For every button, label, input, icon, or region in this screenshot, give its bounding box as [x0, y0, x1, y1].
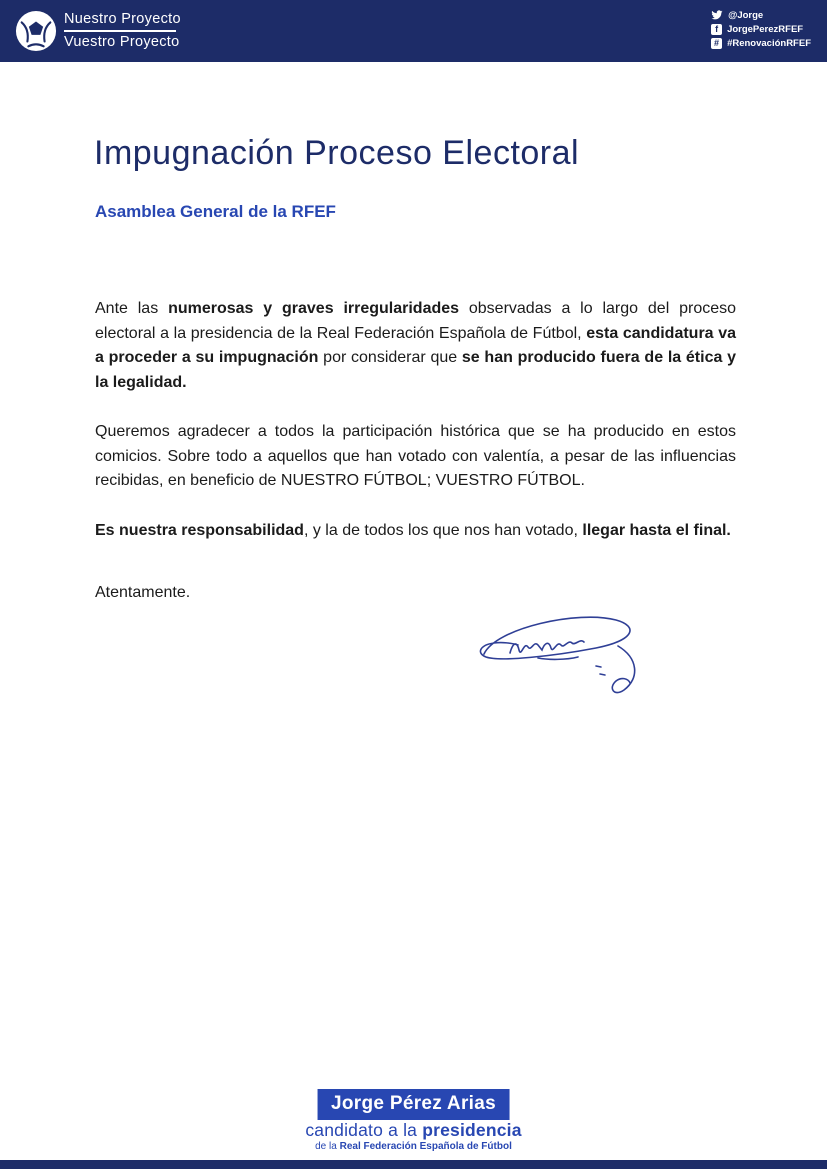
twitter-handle-link[interactable]	[711, 9, 763, 21]
facebook-handle-label: JorgePerezRFEF	[727, 24, 804, 35]
page-title: Impugnación Proceso Electoral	[94, 134, 580, 172]
org-prefix: de la	[315, 1141, 340, 1152]
paragraph-segment: por considerar que	[318, 349, 462, 366]
candidate-tagline	[0, 1120, 827, 1141]
letter-body	[95, 297, 736, 568]
org-name: Real Federación Española de Fútbol	[339, 1141, 512, 1152]
brand-block	[64, 11, 181, 51]
paragraph-segment: Ante las	[95, 300, 169, 317]
paragraph-bold-segment: Es nuestra responsabilidad	[95, 521, 304, 539]
candidate-name-badge: Jorge Pérez Arias	[317, 1089, 510, 1120]
twitter-icon	[711, 9, 723, 21]
paragraph	[95, 420, 736, 494]
closing-text: Atentamente.	[95, 584, 191, 601]
handwritten-signature	[468, 608, 653, 713]
brand-divider	[64, 30, 176, 32]
federation-line	[0, 1141, 827, 1152]
paragraph-segment: , y la de todos los que nos han votado,	[303, 521, 583, 539]
soccer-ball-icon	[15, 10, 57, 52]
paragraph-segment: observadas a lo largo del proceso electoral a la presidencia de la Real Federación Española de Fútbol,	[95, 300, 737, 342]
twitter-handle-label: @Jorge	[728, 9, 764, 21]
paragraph	[95, 297, 736, 395]
tagline-normal: candidato a la	[305, 1120, 423, 1140]
hashtag-label: #RenovaciónRFEF	[727, 38, 811, 49]
paragraph-bold-segment: esta candidatura va a proceder a su impugnación	[95, 324, 737, 366]
page-subtitle: Asamblea General de la RFEF	[95, 202, 336, 221]
hashtag-icon: #	[711, 38, 722, 49]
paragraph-bold-segment: llegar hasta el final.	[582, 521, 731, 539]
brand-line-2: Vuestro Proyecto	[64, 34, 180, 50]
campaign-ball-logo	[15, 10, 57, 52]
tagline-bold: presidencia	[422, 1120, 522, 1140]
header-bar	[0, 0, 827, 62]
hashtag-link[interactable]	[711, 38, 811, 49]
facebook-handle-link[interactable]	[711, 24, 803, 35]
bottom-accent-bar	[0, 1160, 827, 1169]
brand-line-1: Nuestro Proyecto	[64, 11, 181, 27]
social-links	[711, 9, 811, 49]
paragraph-bold-segment: se han producido fuera de la ética y la legalidad.	[95, 349, 737, 391]
facebook-icon: f	[711, 24, 722, 35]
paragraph-bold-segment: numerosas y graves irregularidades	[168, 300, 460, 317]
paragraph-segment: Queremos agradecer a todos la participación histórica que se ha producido en estos comicios. Sobre todo a aquellos que han votado con valentía, a pesar de las influencias recibidas, en beneficio de NUESTRO FÚTBOL; VUESTRO FÚTBOL.	[95, 423, 736, 489]
paragraph	[95, 519, 736, 544]
